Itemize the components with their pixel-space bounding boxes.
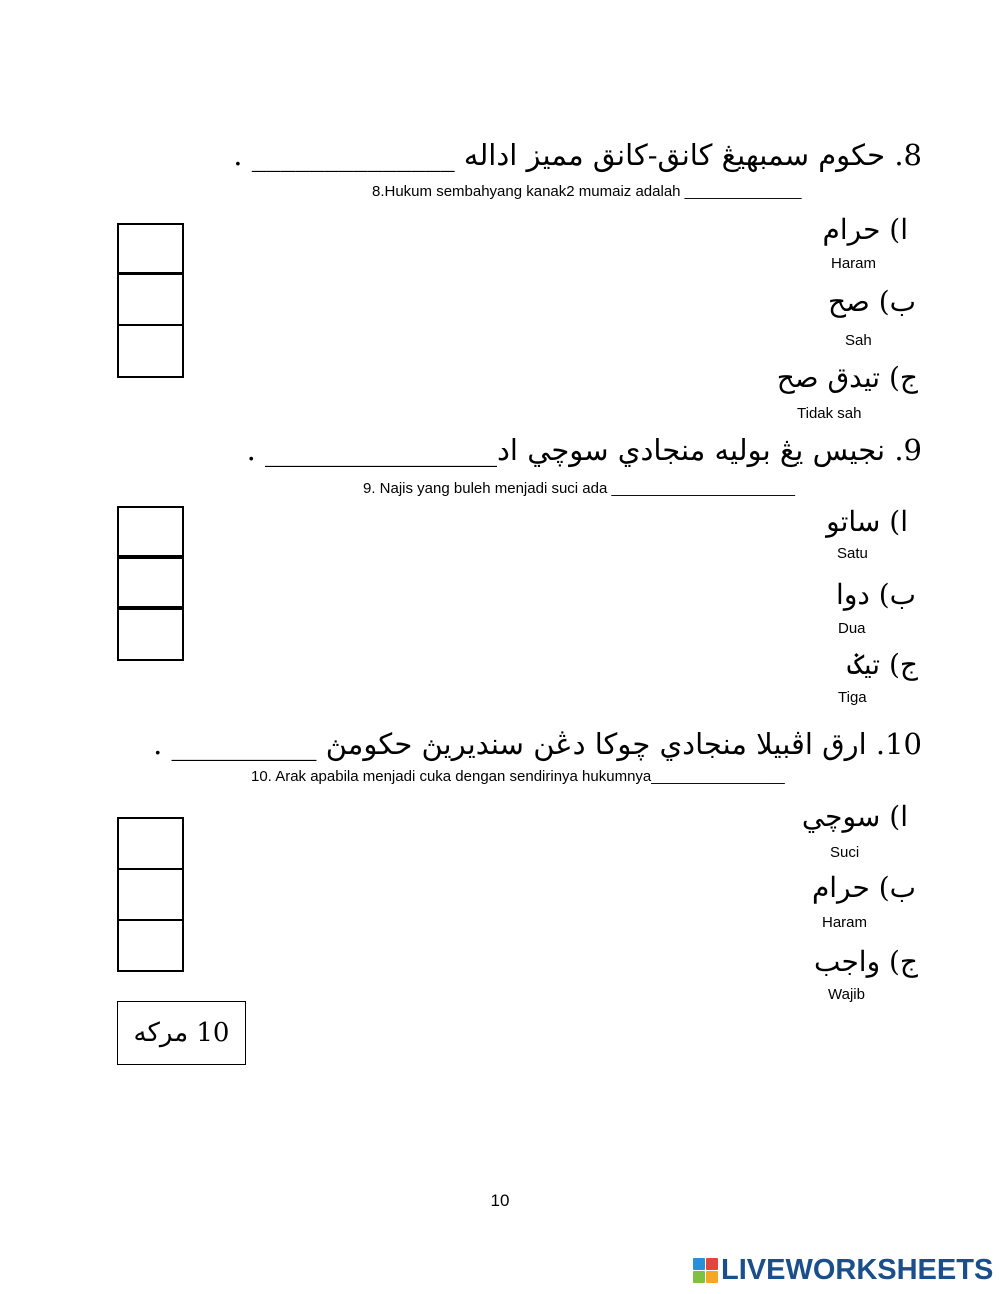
- question-10-option-b-translation: Haram: [822, 914, 868, 931]
- question-8-option-a-arabic: ا) حرام: [822, 213, 908, 246]
- answer-box-8-c[interactable]: [117, 324, 184, 378]
- answer-box-8-b[interactable]: [117, 273, 184, 326]
- question-8-option-c-arabic: ج) تيدق صح: [776, 361, 918, 394]
- liveworksheets-logo-icon: [693, 1258, 718, 1283]
- question-9-arabic: 9. نجيس يڠ بوليه منجادي سوچي اد________________ .: [246, 433, 922, 467]
- answer-box-10-b[interactable]: [117, 868, 184, 921]
- answer-box-8-a[interactable]: [117, 223, 184, 274]
- question-8-option-b-translation: Sah: [845, 332, 872, 349]
- page-number: 10: [490, 1191, 510, 1210]
- question-9-option-a-arabic: ا) ساتو: [826, 505, 908, 538]
- question-9-option-a-translation: Satu: [837, 545, 868, 562]
- question-9-translation: 9. Najis yang buleh menjadi suci ada ______________________: [363, 480, 796, 497]
- answer-box-10-c[interactable]: [117, 919, 184, 972]
- answer-box-9-a[interactable]: [117, 506, 184, 557]
- question-9-option-c-translation: Tiga: [838, 689, 867, 706]
- question-8-translation: 8.Hukum sembahyang kanak2 mumaiz adalah ______________: [372, 183, 802, 200]
- question-9-option-c-arabic: ج) تيݢ: [847, 648, 918, 681]
- question-8-option-b-arabic: ب) صح: [827, 285, 916, 318]
- answer-box-10-a[interactable]: [117, 817, 184, 870]
- question-8-arabic: 8. حکوم سمبهيڠ کانق-کانق مميز اداله ______________ .: [233, 138, 922, 172]
- question-9-option-b-arabic: ب) دوا: [836, 578, 916, 611]
- question-10-option-a-arabic: ا) سوچي: [801, 800, 908, 833]
- answer-box-9-c[interactable]: [117, 608, 184, 661]
- question-10-option-b-arabic: ب) حرام: [811, 871, 916, 904]
- question-10-option-a-translation: Suci: [830, 844, 860, 861]
- question-8-option-a-translation: Haram: [831, 255, 877, 272]
- question-9-option-b-translation: Dua: [838, 620, 866, 637]
- marks-box: 10 مرکه: [117, 1001, 246, 1065]
- question-8-option-c-translation: Tidak sah: [797, 405, 862, 422]
- liveworksheets-logo: [693, 1255, 993, 1285]
- question-10-translation: 10. Arak apabila menjadi cuka dengan sendirinya hukumnya________________: [251, 768, 785, 785]
- answer-box-9-b[interactable]: [117, 557, 184, 608]
- question-10-option-c-translation: Wajib: [828, 986, 865, 1003]
- question-10-arabic: 10. ارق اڤبيلا منجادي چوکا دڠن سنديريڽ حکومڽ __________ .: [153, 727, 922, 761]
- brand-name: LIVEWORKSHEETS: [721, 1253, 994, 1286]
- question-10-option-c-arabic: ج) واجب: [813, 945, 918, 978]
